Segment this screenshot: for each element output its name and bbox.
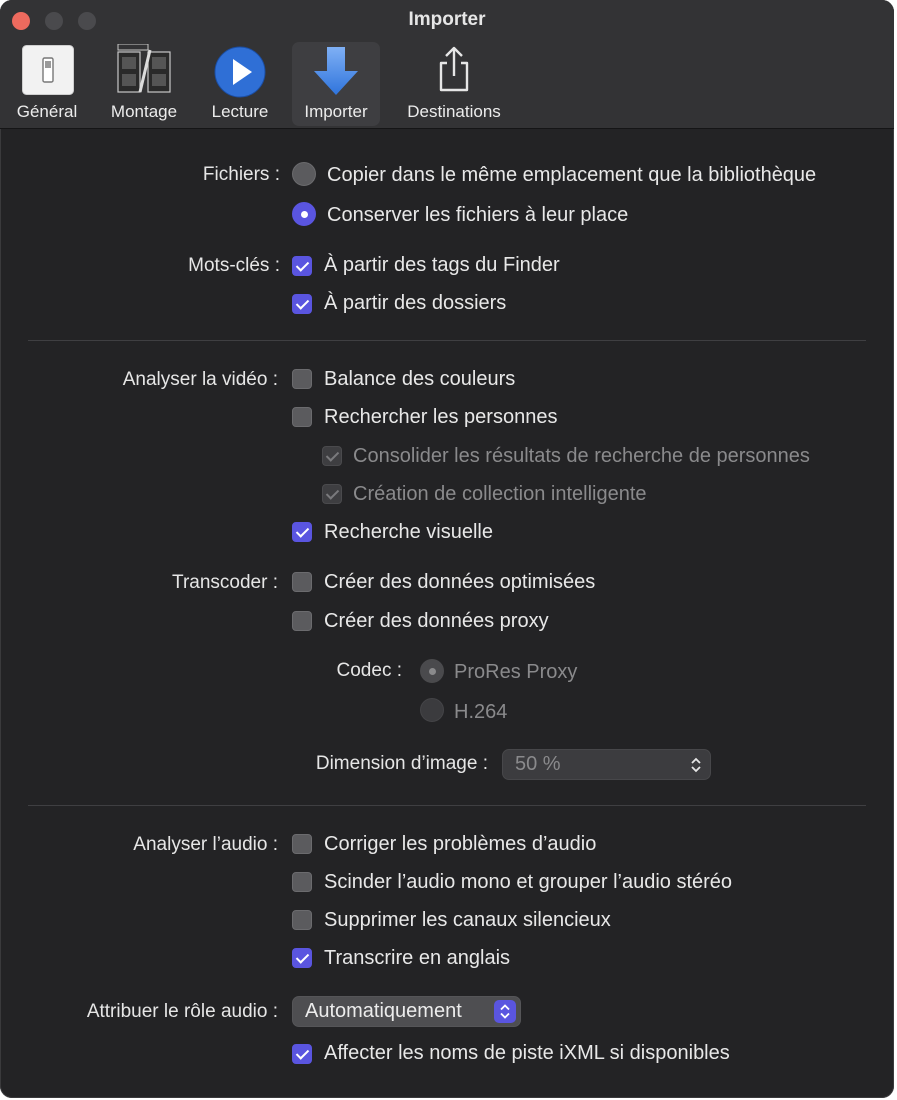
codec-label: Codec : (336, 660, 402, 681)
codec-h264-radio (420, 698, 444, 722)
chevron-updown-icon (690, 757, 702, 773)
visual-search-checkbox[interactable] (292, 522, 312, 542)
keywords-label: Mots-clés : (188, 255, 280, 276)
tab-general-label: Général (16, 102, 78, 121)
window-title: Importer (408, 9, 486, 30)
separator (28, 340, 866, 341)
files-keep-label[interactable]: Conserver les fichiers à leur place (327, 204, 629, 226)
keywords-folders-checkbox[interactable] (292, 294, 312, 314)
files-label: Fichiers : (202, 164, 280, 185)
ixml-track-names-label[interactable]: Affecter les noms de piste iXML si disponibles (324, 1042, 730, 1064)
transcribe-english-label[interactable]: Transcrire en anglais (324, 947, 511, 969)
files-copy-radio[interactable] (292, 162, 316, 186)
tab-montage[interactable] (98, 42, 190, 126)
optimized-media-checkbox[interactable] (292, 572, 312, 592)
consolidate-people-label: Consolider les résultats de recherche de personnes (353, 445, 810, 467)
split-mono-label[interactable]: Scinder l’audio mono et grouper l’audio stéréo (324, 871, 733, 893)
general-switch-icon (22, 45, 74, 95)
tab-lecture[interactable] (200, 42, 280, 126)
codec-prores-label: ProRes Proxy (454, 661, 578, 683)
keywords-folders-label[interactable]: À partir des dossiers (324, 292, 507, 314)
tab-destinations[interactable] (396, 42, 512, 126)
smart-collection-label: Création de collection intelligente (353, 483, 647, 505)
transcribe-english-checkbox[interactable] (292, 948, 312, 968)
color-balance-label[interactable]: Balance des couleurs (324, 368, 516, 390)
keywords-finder-tags-checkbox[interactable] (292, 256, 312, 276)
chevron-updown-icon (499, 1003, 511, 1020)
files-keep-radio[interactable] (292, 202, 316, 226)
import-arrow-icon (312, 45, 360, 97)
share-icon (436, 46, 472, 92)
files-copy-label[interactable]: Copier dans le même emplacement que la bibliothèque (327, 164, 817, 186)
transcode-label: Transcoder : (172, 572, 278, 593)
fix-audio-checkbox[interactable] (292, 834, 312, 854)
consolidate-people-checkbox (322, 446, 342, 466)
smart-collection-checkbox (322, 484, 342, 504)
tab-lecture-label: Lecture (211, 102, 269, 121)
codec-h264-label: H.264 (454, 701, 508, 723)
tab-montage-label: Montage (110, 102, 178, 121)
tab-destinations-label: Destinations (407, 102, 501, 121)
frame-size-label: Dimension d’image : (315, 753, 488, 774)
optimized-media-label[interactable]: Créer des données optimisées (324, 571, 596, 593)
proxy-media-label[interactable]: Créer des données proxy (324, 610, 549, 632)
title-toolbar (0, 0, 894, 129)
separator (28, 805, 866, 806)
analyze-audio-label: Analyser l’audio : (133, 834, 278, 855)
color-balance-checkbox[interactable] (292, 369, 312, 389)
tab-importer[interactable] (292, 42, 380, 126)
find-people-checkbox[interactable] (292, 407, 312, 427)
audio-role-stepper[interactable] (494, 1000, 516, 1023)
remove-silent-label[interactable]: Supprimer les canaux silencieux (324, 909, 611, 931)
audio-role-label: Attribuer le rôle audio : (86, 1001, 278, 1022)
audio-role-value: Automatiquement (305, 1000, 462, 1022)
proxy-media-checkbox[interactable] (292, 611, 312, 631)
keywords-finder-tags-label[interactable]: À partir des tags du Finder (324, 254, 560, 276)
audio-role-popup[interactable] (292, 996, 521, 1027)
codec-prores-radio (420, 659, 444, 683)
play-icon (214, 46, 266, 98)
split-mono-checkbox[interactable] (292, 872, 312, 892)
tab-general[interactable] (6, 42, 88, 126)
frame-size-value: 50 % (515, 753, 561, 775)
film-editing-icon (116, 44, 172, 98)
visual-search-label[interactable]: Recherche visuelle (324, 521, 493, 543)
fix-audio-label[interactable]: Corriger les problèmes d’audio (324, 833, 597, 855)
tab-importer-label: Importer (304, 102, 368, 121)
frame-size-popup (502, 749, 711, 780)
remove-silent-checkbox[interactable] (292, 910, 312, 930)
find-people-label[interactable]: Rechercher les personnes (324, 406, 558, 428)
ixml-track-names-checkbox[interactable] (292, 1044, 312, 1064)
analyze-video-label: Analyser la vidéo : (122, 369, 278, 390)
